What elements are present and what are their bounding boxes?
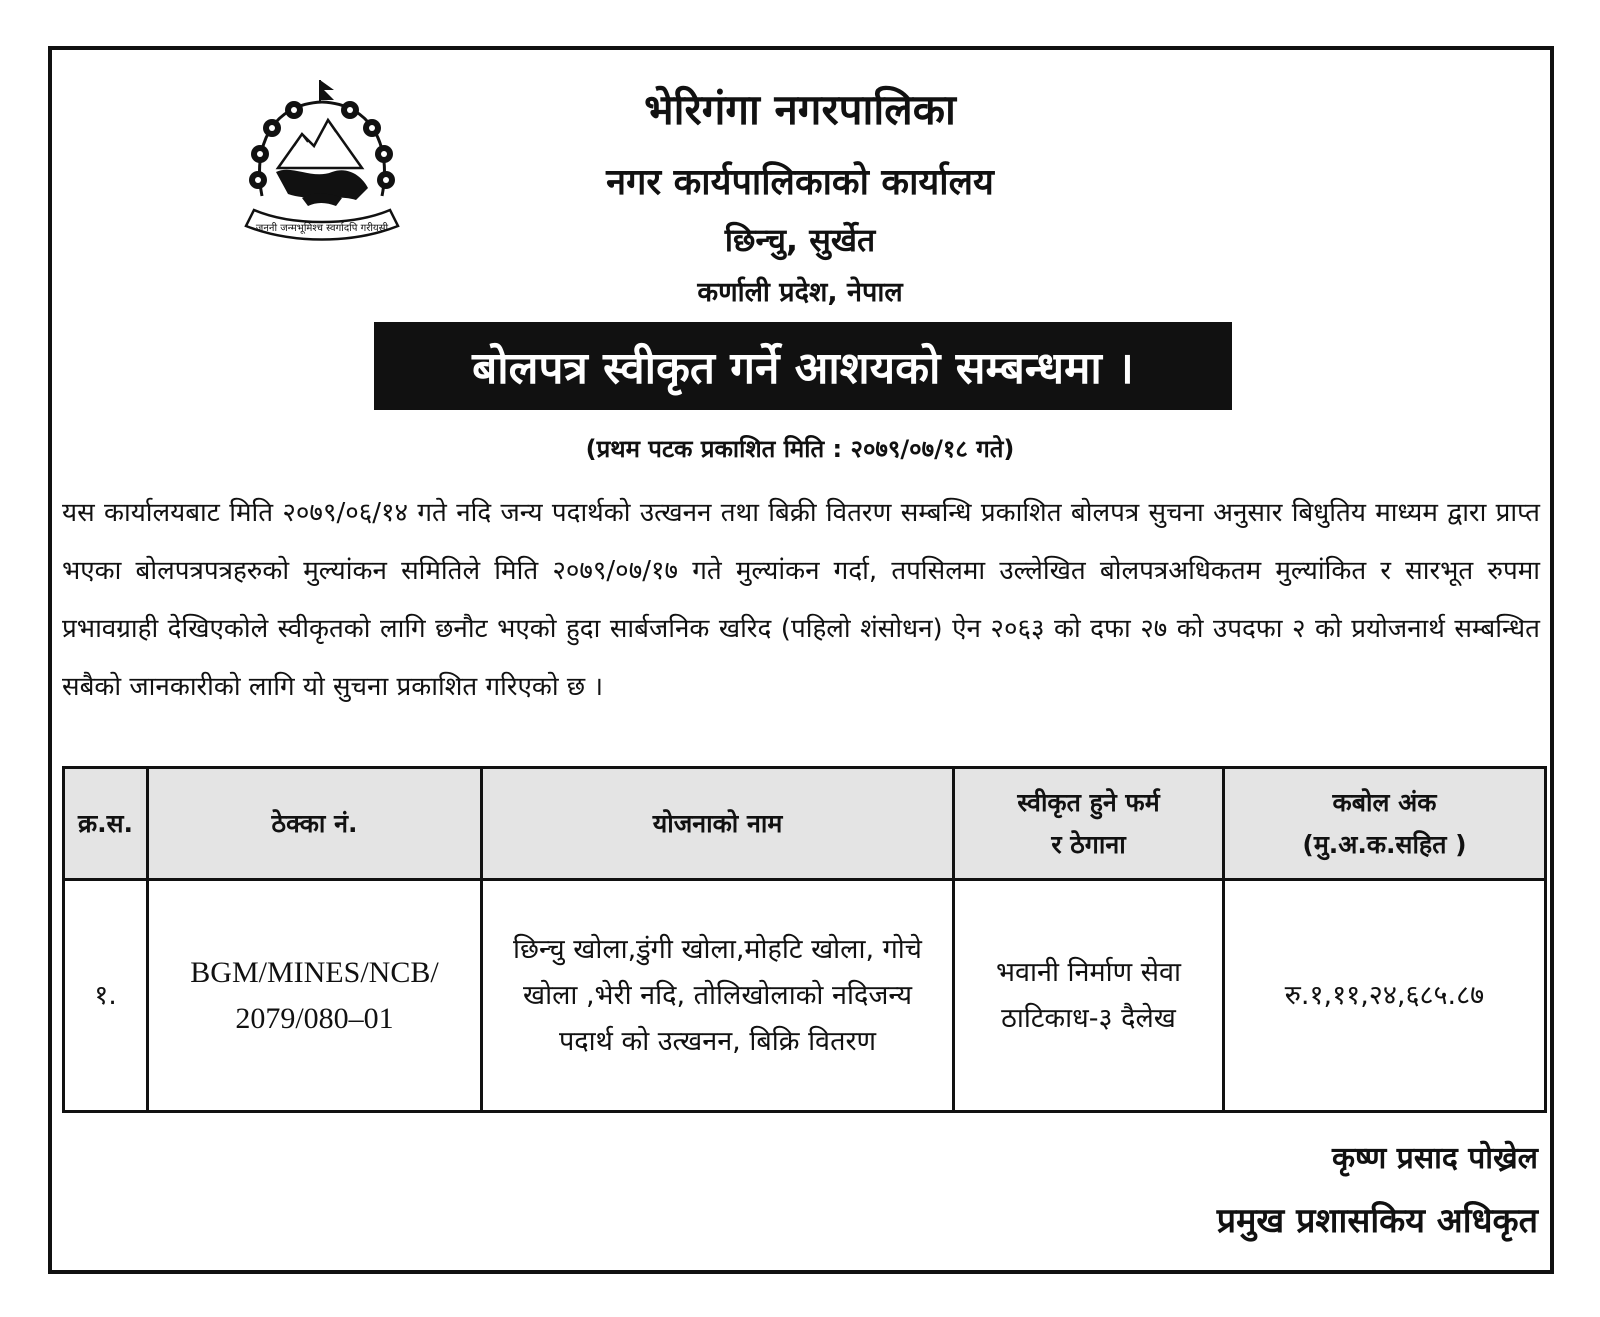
office-location: छिन्चु, सुर्खेत — [724, 221, 876, 259]
signatory-designation: प्रमुख प्रशासकिय अधिकृत — [1216, 1201, 1538, 1241]
cell-serial-number: १. — [64, 880, 148, 1112]
header-firm-line1: स्वीकृत हुने फर्म — [1017, 787, 1160, 817]
notice-title-banner — [374, 322, 1232, 410]
municipality-name: भेरिगंगा नगरपालिका — [644, 85, 956, 134]
publication-date-note: (प्रथम पटक प्रकाशित मिति : २०७९/०७/१८ गते) — [585, 435, 1015, 463]
signatory-name: कृष्ण प्रसाद पोख्रेल — [1331, 1141, 1538, 1176]
contract-number-line2: 2079/080–01 — [235, 1001, 394, 1035]
header-bid-line2: (मु.अ.क.सहित ) — [1302, 829, 1467, 859]
header-firm-address — [954, 768, 1224, 880]
province-country: कर्णाली प्रदेश, नेपाल — [697, 277, 903, 308]
header-bid-amount — [1224, 768, 1546, 880]
firm-name: भवानी निर्माण सेवा — [995, 956, 1182, 988]
bid-acceptance-table — [62, 766, 1547, 1113]
table-row — [64, 880, 1546, 1112]
cell-bid-amount: रु.१,११,२४,६८५.८७ — [1224, 880, 1546, 1112]
emblem-motto: जननी जन्मभूमिश्च स्वर्गादपि गरीयसी — [255, 223, 389, 234]
contract-number-line1: BGM/MINES/NCB/ — [190, 955, 439, 989]
cell-firm-address — [954, 880, 1224, 1112]
header-bid-line1: कबोल अंक — [1332, 787, 1437, 817]
notice-title: बोलपत्र स्वीकृत गर्ने आशयको सम्बन्धमा । — [472, 343, 1134, 394]
firm-address: ठाटिकाध-३ दैलेख — [1001, 1002, 1176, 1034]
header-project-name: योजनाको नाम — [482, 768, 954, 880]
header-contract-number: ठेक्का नं. — [148, 768, 482, 880]
table-header-row — [64, 768, 1546, 880]
cell-contract-number — [148, 880, 482, 1112]
cell-project-name: छिन्चु खोला,डुंगी खोला,मोहटि खोला, गोचे खोला ,भेरी नदि, तोलिखोलाको नदिजन्य पदार्थ को उत्खनन, बिक्रि वितरण — [482, 880, 954, 1112]
header-serial-number: क्र.स. — [64, 768, 148, 880]
notice-body-paragraph: यस कार्यालयबाट मिति २०७९/०६/१४ गते नदि जन्य पदार्थको उत्खनन तथा बिक्री वितरण सम्बन्धि प्रकाशित बोलपत्र सुचना अनुसार बिधुतिय माध्यम द्वारा प्राप्त भएका बोलपत्रपत्रहरुको मुल्यांकन समितिले मिति २०७९/०७/१७ गते मुल्यांकन गर्दा, तपसिलमा उल्लेखित बोलपत्रअधिकतम मुल्यांकित र सारभूत रुपमा प्रभावग्राही देखिएकोले स्वीकृतको लागि छनौट भएको हुदा सार्बजनिक खरिद (पहिलो शंसोधन) ऐन २०६३ को दफा २७ को उपदफा २ को प्रयोजनार्थ सम्बन्धित सबैको जानकारीको लागि यो सुचना प्रकाशित गरिएको छ । — [62, 498, 1540, 702]
header-firm-line2: र ठेगाना — [1051, 829, 1126, 859]
office-name: नगर कार्यपालिकाको कार्यालय — [606, 162, 994, 203]
